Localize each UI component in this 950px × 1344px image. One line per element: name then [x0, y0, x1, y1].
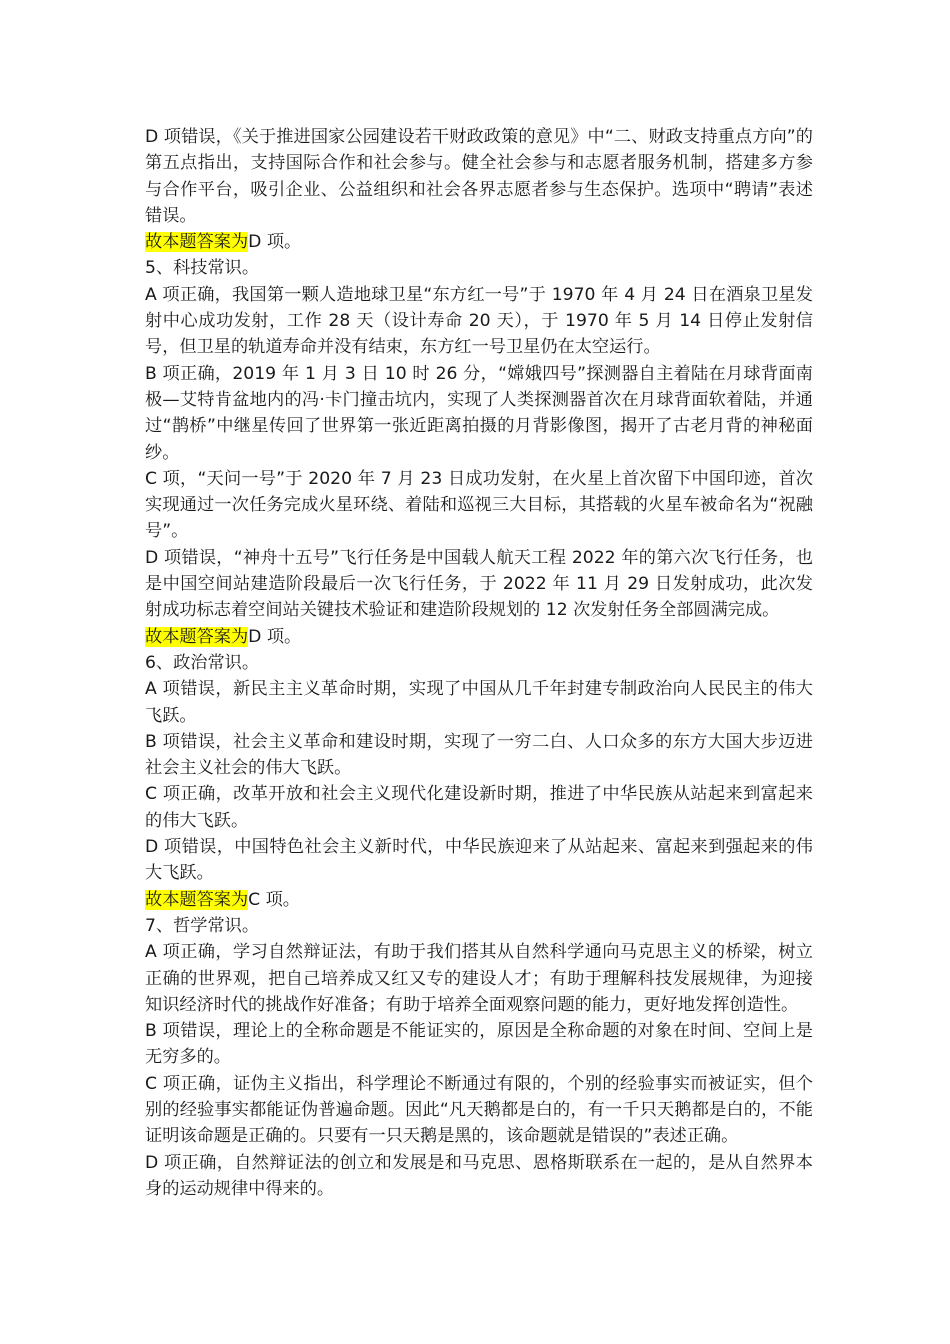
paragraph-b-option-philosophy: B 项错误，理论上的全称命题是不能证实的，原因是全称命题的对象在时间、空间上是无穷多的。 [145, 1021, 813, 1068]
paragraph-d-option-shenzhou15: D 项错误，“神舟十五号”飞行任务是中国载人航天工程 2022 年的第六次飞行任务，也是中国空间站建造阶段最后一次飞行任务，于 2022 年 11 月 29 日发射成功，此次发射成功标志着空间站关键技术验证和建造阶段规划的 12 次发射任务全部圆满完成。 [145, 547, 813, 621]
section-heading-science: 5、科技常识。 [145, 258, 260, 279]
paragraph-d-option-national-park: D 项错误，《关于推进国家公园建设若干财政政策的意见》中“二、财政支持重点方向”的第五点指出，支持国际合作和社会参与。健全社会参与和志愿者服务机制，搭建多方参与合作平台，吸引企业、公益组织和社会各界志愿者参与生态保护。选项中“聘请”表述错误。 [145, 127, 813, 226]
answer-highlight: 故本题答案为 [145, 889, 249, 910]
answer-line: 故本题答案为D 项。 [145, 626, 302, 647]
paragraph-a-option-philosophy: A 项正确，学习自然辩证法，有助于我们搭其从自然科学通向马克思主义的桥梁，树立正确的世界观，把自己培养成又红又专的建设人才；有助于理解科技发展规律，为迎接知识经济时代的挑战作好准备；有助于培养全面观察问题的能力，更好地发挥创造性。 [145, 942, 813, 1015]
section-heading-politics: 6、政治常识。 [145, 652, 260, 673]
paragraph-c-option-philosophy: C 项正确，证伪主义指出，科学理论不断通过有限的，个别的经验事实而被证实，但个别的经验事实都能证伪普遍命题。因此“凡天鹅都是白的，有一千只天鹅都是白的，不能证明该命题是正确的。只要有一只天鹅是黑的，该命题就是错误的”表述正确。 [145, 1073, 813, 1147]
paragraph-b-option-politics: B 项错误，社会主义革命和建设时期，实现了一穷二白、人口众多的东方大国大步迈进社会主义社会的伟大飞跃。 [145, 731, 813, 779]
section-heading-philosophy: 7、哲学常识。 [145, 915, 260, 936]
answer-line: 故本题答案为D 项。 [145, 232, 302, 253]
paragraph-c-option-tianwen1: C 项，“天问一号”于 2020 年 7 月 23 日成功发射，在火星上首次留下中国印迹，首次实现通过一次任务完成火星环绕、着陆和巡视三大目标，其搭载的火星车被命名为“祝融号”。 [145, 468, 813, 542]
answer-highlight: 故本题答案为 [145, 626, 249, 647]
paragraph-a-option-politics: A 项错误，新民主主义革命时期，实现了中国从几千年封建专制政治向人民民主的伟大飞跃。 [145, 679, 813, 726]
document-page [145, 124, 813, 1202]
paragraph-c-option-politics: C 项正确，改革开放和社会主义现代化建设新时期，推进了中华民族从站起来到富起来的伟大飞跃。 [145, 784, 813, 831]
paragraph-d-option-philosophy: D 项正确，自然辩证法的创立和发展是和马克思、恩格斯联系在一起的，是从自然界本身的运动规律中得来的。 [145, 1152, 813, 1199]
paragraph-a-option-dfh1: A 项正确，我国第一颗人造地球卫星“东方红一号”于 1970 年 4 月 24 日在酒泉卫星发射中心成功发射，工作 28 天（设计寿命 20 天），于 1970 年 5 月 14 日停止发射信号，但卫星的轨道寿命并没有结束，东方红一号卫星仍在太空运行。 [145, 284, 813, 358]
paragraph-b-option-change4: B 项正确，2019 年 1 月 3 日 10 时 26 分，“嫦娥四号”探测器自主着陆在月球背面南极—艾特肯盆地内的冯·卡门撞击坑内，实现了人类探测器首次在月球背面软着陆，并通过“鹊桥”中继星传回了世界第一张近距离拍摄的月背影像图，揭开了古老月背的神秘面纱。 [145, 363, 813, 463]
paragraph-d-option-politics: D 项错误，中国特色社会主义新时代，中华民族迎来了从站起来、富起来到强起来的伟大飞跃。 [145, 837, 813, 884]
answer-highlight: 故本题答案为 [145, 232, 249, 253]
answer-line: 故本题答案为C 项。 [145, 889, 300, 910]
